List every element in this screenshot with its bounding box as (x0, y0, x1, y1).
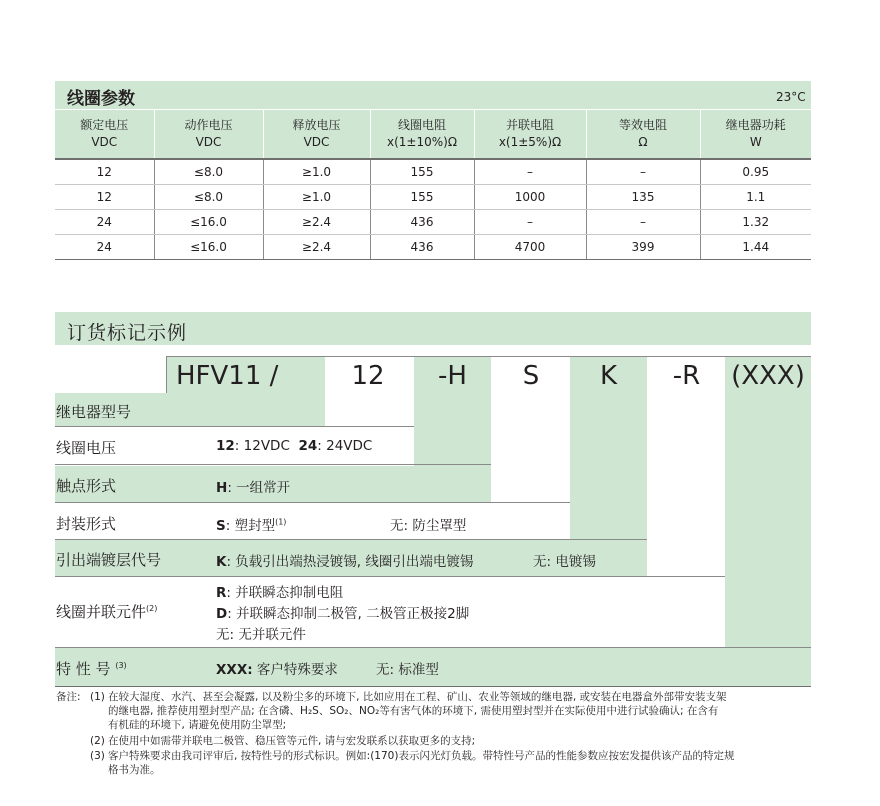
note-1-number: (1) (90, 691, 105, 703)
code-coil-parallel: -R (672, 361, 701, 391)
header-equivalent-resistance: 等效电阻 Ω (586, 110, 700, 159)
table-cell: 24 (55, 210, 154, 235)
row-divider (55, 647, 811, 648)
table-cell: 155 (370, 185, 474, 210)
coil-section-title: 线圈参数 (67, 89, 135, 109)
table-cell: 1.44 (700, 235, 811, 260)
order-section-title: 订货标记示例 (67, 322, 188, 344)
note-3-line-1: 客户特殊要求由我司评审后, 按特性号的形式标识。例如:(170)表示闪光灯负载。带特性号产品的性能参数应按宏发提供该产品的特定规 (108, 750, 735, 762)
table-cell: 12 (55, 159, 154, 185)
row-divider (55, 686, 811, 687)
table-cell: ≤16.0 (154, 210, 263, 235)
code-special: (XXX) (731, 361, 805, 391)
table-cell: – (586, 210, 700, 235)
table-cell: ≤16.0 (154, 235, 263, 260)
coil-parameter-table (55, 110, 811, 260)
table-cell: 436 (370, 235, 474, 260)
table-cell: – (474, 210, 586, 235)
coil-voltage-desc: 12: 12VDC 24: 24VDC (216, 438, 373, 454)
table-cell: 12 (55, 185, 154, 210)
header-coil-resistance: 线圈电阻 x(1±10%)Ω (370, 110, 474, 159)
table-cell: 1000 (474, 185, 586, 210)
terminal-plating-alt-desc: 无: 电镀锡 (533, 554, 596, 570)
header-rated-voltage: 额定电压 VDC (55, 110, 154, 159)
temperature-label: 23°C (776, 90, 806, 104)
table-cell: 155 (370, 159, 474, 185)
relay-type-left-edge (166, 356, 167, 393)
row-divider (55, 576, 725, 577)
header-relay-power: 继电器功耗 W (700, 110, 811, 159)
coil-parallel-desc-d: D: 并联瞬态抑制二极管, 二极管正极接2脚 (216, 606, 470, 622)
note-3-line-2: 格书为准。 (108, 764, 161, 776)
table-cell: 399 (586, 235, 700, 260)
coil-voltage-label: 线圈电压 (56, 439, 117, 457)
coil-section-header (55, 81, 811, 109)
coil-parallel-desc-none: 无: 无并联元件 (216, 627, 306, 643)
table-cell: 436 (370, 210, 474, 235)
row-divider (55, 464, 491, 465)
table-cell: ≥1.0 (263, 185, 370, 210)
enclosure-label: 封装形式 (56, 515, 117, 533)
table-cell: ≥2.4 (263, 210, 370, 235)
contact-form-label: 触点形式 (56, 477, 117, 495)
enclosure-desc: S: 塑封型$^{(1)}$ (216, 517, 287, 534)
note-2-line-1: 在使用中如需带并联电二极管、稳压管等元件, 请与宏发联系以获取更多的支持; (108, 735, 476, 747)
table-cell: 4700 (474, 235, 586, 260)
note-2-number: (2) (90, 735, 105, 747)
table-row (55, 159, 811, 185)
table-cell: ≥1.0 (263, 159, 370, 185)
header-parallel-resistance: 并联电阻 x(1±5%)Ω (474, 110, 586, 159)
table-cell: 1.1 (700, 185, 811, 210)
code-contact-form: -H (438, 361, 467, 391)
table-row (55, 235, 811, 260)
table-cell: – (474, 159, 586, 185)
code-enclosure: S (522, 361, 540, 391)
header-pickup-voltage: 动作电压 VDC (154, 110, 263, 159)
table-cell: 0.95 (700, 159, 811, 185)
contact-form-desc: H: 一组常开 (216, 480, 291, 496)
code-terminal: K (599, 361, 618, 391)
note-1-line-1: 在较大湿度、水汽、甚至会凝露, 以及粉尘多的环境下, 比如应用在工程、矿山、农业等领域的继电器, 或安装在电器盒外部带安装支架 (108, 691, 727, 703)
row-divider (55, 502, 570, 503)
code-series: HFV11 / (176, 361, 279, 391)
row-divider (55, 426, 414, 427)
terminal-plating-desc: K: 负载引出端热浸镀锡, 线圈引出端电镀锡 (216, 554, 474, 570)
table-cell: – (586, 159, 700, 185)
table-cell: ≤8.0 (154, 185, 263, 210)
special-label: 特 性 号 $^{(3)}$ (56, 660, 127, 678)
code-coil-voltage: 12 (351, 361, 385, 391)
note-1-line-3: 有机硅的环境下, 请避免使用防尘罩型; (108, 719, 287, 731)
table-cell: 135 (586, 185, 700, 210)
row-divider (55, 539, 647, 540)
special-desc: XXX: 客户特殊要求 (216, 662, 338, 678)
table-row (55, 210, 811, 235)
table-cell: ≤8.0 (154, 159, 263, 185)
coil-parallel-label: 线圈并联元件$^{(2)}$ (56, 603, 158, 621)
coil-parallel-desc-r: R: 并联瞬态抑制电阻 (216, 585, 344, 601)
table-cell: ≥2.4 (263, 235, 370, 260)
special-code-block (725, 356, 811, 686)
table-cell: 24 (55, 235, 154, 260)
note-1-line-2: 的继电器, 推荐使用塑封型产品; 在含磷、H₂S、SO₂、NO₂等有害气体的环境下, 需使用塑封型并在实际使用中进行试验确认; 在含有 (108, 705, 719, 717)
table-header-row (55, 110, 811, 159)
table-cell: 1.32 (700, 210, 811, 235)
note-3-number: (3) (90, 750, 105, 762)
special-alt-desc: 无: 标准型 (376, 662, 439, 678)
header-dropout-voltage: 释放电压 VDC (263, 110, 370, 159)
relay-type-label: 继电器型号 (56, 403, 132, 421)
terminal-plating-label: 引出端镀层代号 (56, 551, 162, 569)
notes-prefix: 备注: (56, 691, 81, 703)
enclosure-alt-desc: 无: 防尘罩型 (390, 518, 467, 534)
table-row (55, 185, 811, 210)
